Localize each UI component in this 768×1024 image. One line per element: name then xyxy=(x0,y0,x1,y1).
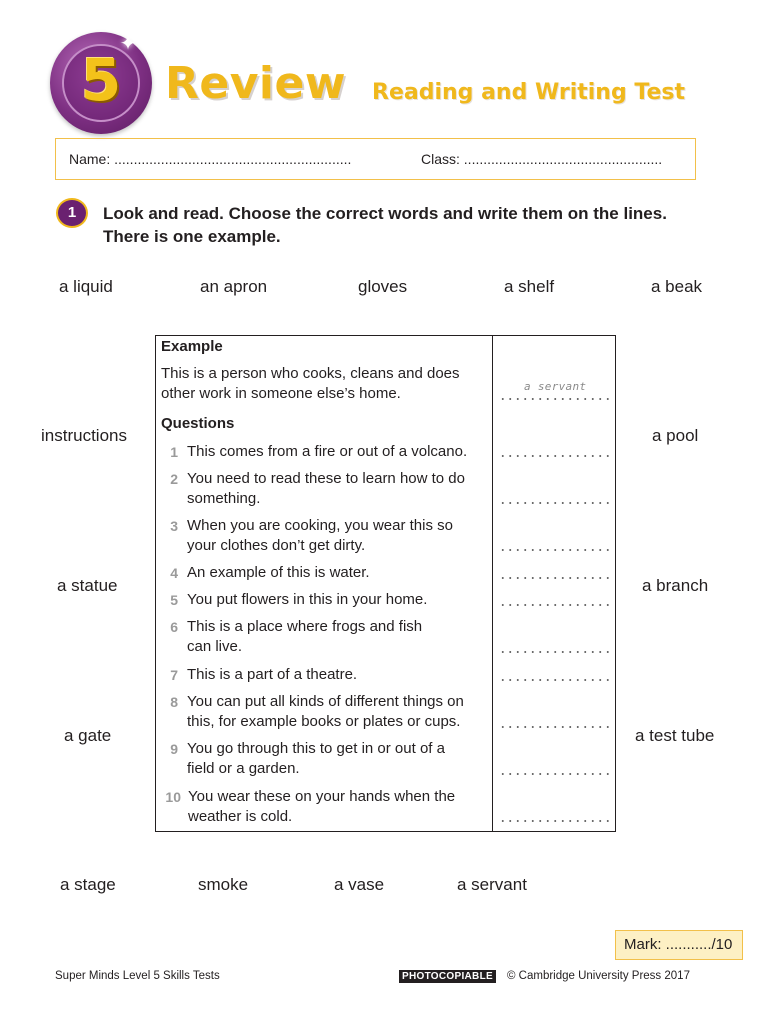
word-bank-item: a test tube xyxy=(635,726,715,745)
unit-number: 5 xyxy=(80,46,122,114)
question-number: 10 xyxy=(165,789,181,805)
answer-line-3[interactable] xyxy=(499,549,611,551)
question-text: You need to read these to learn how to do xyxy=(187,470,465,487)
question-text: This is a part of a theatre. xyxy=(187,666,358,683)
word-bank-item: a stage xyxy=(60,875,116,894)
answer-line-example xyxy=(499,398,611,400)
question-text: You put flowers in this in your home. xyxy=(187,591,428,608)
name-field[interactable]: Name: ............................................................. xyxy=(69,151,352,167)
word-bank-item: smoke xyxy=(198,875,249,894)
page-title: Review xyxy=(165,58,346,109)
question-number: 9 xyxy=(170,741,178,757)
word-bank-item: a vase xyxy=(334,875,385,894)
word-bank-item: a servant xyxy=(457,875,527,894)
exercise-instruction xyxy=(103,202,723,248)
question-number: 5 xyxy=(170,592,178,608)
question-text-cont: field or a garden. xyxy=(187,760,300,777)
questions-table xyxy=(155,335,616,832)
question-text: This is a place where frogs and fish xyxy=(187,618,423,635)
answer-line-8[interactable] xyxy=(499,726,611,728)
answer-line-1[interactable] xyxy=(499,455,611,457)
question-number: 8 xyxy=(170,694,178,710)
instruction-line-2: There is one example. xyxy=(103,227,281,246)
word-bank-item: gloves xyxy=(358,277,408,296)
question-text: You can put all kinds of different things on xyxy=(187,693,464,710)
footer-book-title: Super Minds Level 5 Skills Tests xyxy=(55,970,220,982)
footer-copyright: © Cambridge University Press 2017 xyxy=(507,970,690,982)
questions-heading: Questions xyxy=(161,415,235,432)
class-field[interactable]: Class: ................................................... xyxy=(421,151,663,167)
question-text: You go through this to get in or out of a xyxy=(187,740,445,757)
answer-line-6[interactable] xyxy=(499,651,611,653)
sparkle-icon: ✦ xyxy=(119,33,137,55)
example-text-line-2: other work in someone else’s home. xyxy=(161,385,401,402)
word-bank-item: instructions xyxy=(41,426,127,445)
question-number: 6 xyxy=(170,619,178,635)
instruction-line-1: Look and read. Choose the correct words and write them on the lines. xyxy=(103,204,667,223)
answer-line-5[interactable] xyxy=(499,604,611,606)
word-bank-item: a branch xyxy=(642,576,709,595)
word-bank-item: a statue xyxy=(57,576,118,595)
example-text-line-1: This is a person who cooks, cleans and does xyxy=(161,365,460,382)
question-number: 2 xyxy=(170,471,178,487)
photocopiable-badge: PHOTOCOPIABLE xyxy=(399,970,496,983)
question-text-cont: can live. xyxy=(187,638,243,655)
word-bank-item: a pool xyxy=(652,426,699,445)
question-number: 7 xyxy=(170,667,178,683)
student-details-box xyxy=(55,138,696,180)
answer-line-9[interactable] xyxy=(499,773,611,775)
question-number: 4 xyxy=(170,565,178,581)
answer-line-4[interactable] xyxy=(499,577,611,579)
exercise-number-badge: 1 xyxy=(56,198,88,228)
page-subtitle: Reading and Writing Test xyxy=(372,80,685,105)
example-heading: Example xyxy=(161,338,223,355)
question-number: 3 xyxy=(170,518,178,534)
question-text-cont: something. xyxy=(187,490,261,507)
word-bank-item: a gate xyxy=(64,726,112,745)
question-text: When you are cooking, you wear this so xyxy=(187,517,453,534)
example-answer: a servant xyxy=(524,380,587,393)
question-text: This comes from a fire or out of a volcano. xyxy=(187,443,468,460)
word-bank-item: a liquid xyxy=(59,277,113,296)
answer-line-2[interactable] xyxy=(499,502,611,504)
word-bank-item: an apron xyxy=(200,277,268,296)
question-text: You wear these on your hands when the xyxy=(188,788,456,805)
word-bank-item: a shelf xyxy=(504,277,555,296)
question-text-cont: weather is cold. xyxy=(188,808,293,825)
answer-line-10[interactable] xyxy=(499,820,611,822)
question-text-cont: this, for example books or plates or cups. xyxy=(187,713,461,730)
answer-line-7[interactable] xyxy=(499,679,611,681)
mark-box[interactable]: Mark: .........../10 xyxy=(615,930,743,960)
column-divider xyxy=(492,336,493,831)
question-text-cont: your clothes don’t get dirty. xyxy=(187,537,366,554)
word-bank-item: a beak xyxy=(651,277,703,296)
question-number: 1 xyxy=(170,444,178,460)
question-text: An example of this is water. xyxy=(187,564,370,581)
